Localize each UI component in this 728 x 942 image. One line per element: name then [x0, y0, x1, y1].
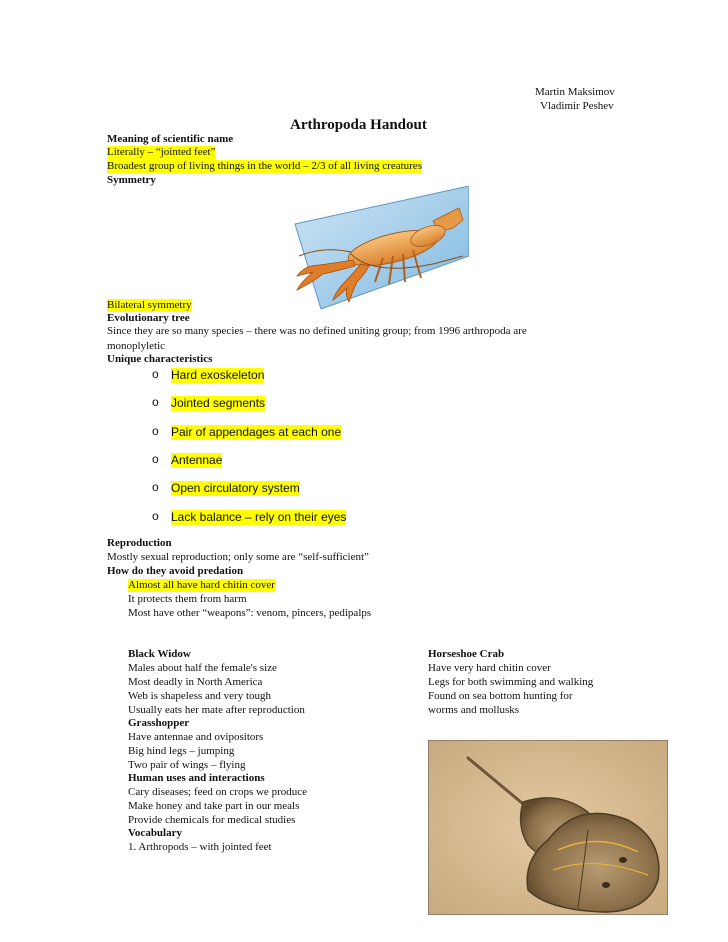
bullet-marker: o — [152, 424, 159, 438]
predation-heading: How do they avoid predation — [107, 565, 244, 577]
horseshoe-crab-svg — [428, 740, 668, 915]
grasshopper-heading: Grasshopper — [128, 717, 190, 729]
unique-item: Pair of appendages at each one — [171, 425, 342, 439]
grasshopper-line: Have antennae and ovipositors — [128, 731, 264, 743]
unique-item: Open circulatory system — [171, 481, 300, 495]
unique-heading: Unique characteristics — [107, 353, 213, 365]
bullet-marker: o — [152, 367, 159, 381]
human-line: Make honey and take part in our meals — [128, 800, 300, 812]
horseshoe-line: Have very hard chitin cover — [428, 662, 551, 674]
reproduction-line: Mostly sexual reproduction; only some are “self-sufficient” — [107, 551, 369, 563]
black-widow-line: Most deadly in North America — [128, 676, 263, 688]
symmetry-caption: Bilateral symmetry — [107, 299, 192, 311]
horseshoe-line: Legs for both swimming and walking — [428, 676, 594, 688]
black-widow-heading: Black Widow — [128, 648, 191, 660]
bullet-marker: o — [152, 395, 159, 409]
reproduction-heading: Reproduction — [107, 537, 172, 549]
evolution-line-1: Since they are so many species – there was no defined uniting group; from 1996 arthropoda are — [107, 325, 527, 337]
page-title: Arthropoda Handout — [290, 117, 427, 133]
horseshoe-line: worms and mollusks — [428, 704, 520, 716]
bullet-marker: o — [152, 452, 159, 466]
grasshopper-line: Big hind legs – jumping — [128, 745, 235, 757]
black-widow-line: Usually eats her mate after reproduction — [128, 704, 305, 716]
black-widow-line: Web is shapeless and very tough — [128, 690, 271, 702]
vocabulary-item: 1. Arthropods – with jointed feet — [128, 841, 272, 853]
meaning-line-1: Literally – “jointed feet” — [107, 146, 216, 158]
human-heading: Human uses and interactions — [128, 772, 265, 784]
unique-item: Antennae — [171, 453, 223, 467]
black-widow-line: Males about half the female's size — [128, 662, 277, 674]
horseshoe-line: Found on sea bottom hunting for — [428, 690, 573, 702]
symmetry-heading: Symmetry — [107, 174, 156, 186]
predation-line: It protects them from harm — [128, 593, 247, 605]
human-line: Cary diseases; feed on crops we produce — [128, 786, 307, 798]
meaning-line-2: Broadest group of living things in the world – 2/3 of all living creatures — [107, 160, 422, 172]
predation-line: Most have other “weapons”: venom, pincers, pedipalps — [128, 607, 372, 619]
unique-item: Jointed segments — [171, 396, 266, 410]
meaning-heading: Meaning of scientific name — [107, 133, 234, 145]
vocabulary-heading: Vocabulary — [128, 827, 182, 839]
horseshoe-heading: Horseshoe Crab — [428, 648, 505, 660]
grasshopper-line: Two pair of wings – flying — [128, 759, 246, 771]
evolution-line-2: monoplyletic — [107, 340, 166, 352]
bullet-marker: o — [152, 480, 159, 494]
unique-item: Hard exoskeleton — [171, 368, 265, 382]
unique-item: Lack balance – rely on their eyes — [171, 510, 347, 524]
crayfish-svg — [283, 186, 469, 309]
evolution-heading: Evolutionary tree — [107, 312, 190, 324]
author-2: Vladimir Peshev — [540, 100, 614, 112]
author-1: Martin Maksimov — [535, 86, 615, 98]
bullet-marker: o — [152, 509, 159, 523]
horseshoe-crab-photo — [428, 740, 668, 915]
predation-line: Almost all have hard chitin cover — [128, 579, 275, 591]
crayfish-illustration — [283, 186, 469, 309]
human-line: Provide chemicals for medical studies — [128, 814, 296, 826]
